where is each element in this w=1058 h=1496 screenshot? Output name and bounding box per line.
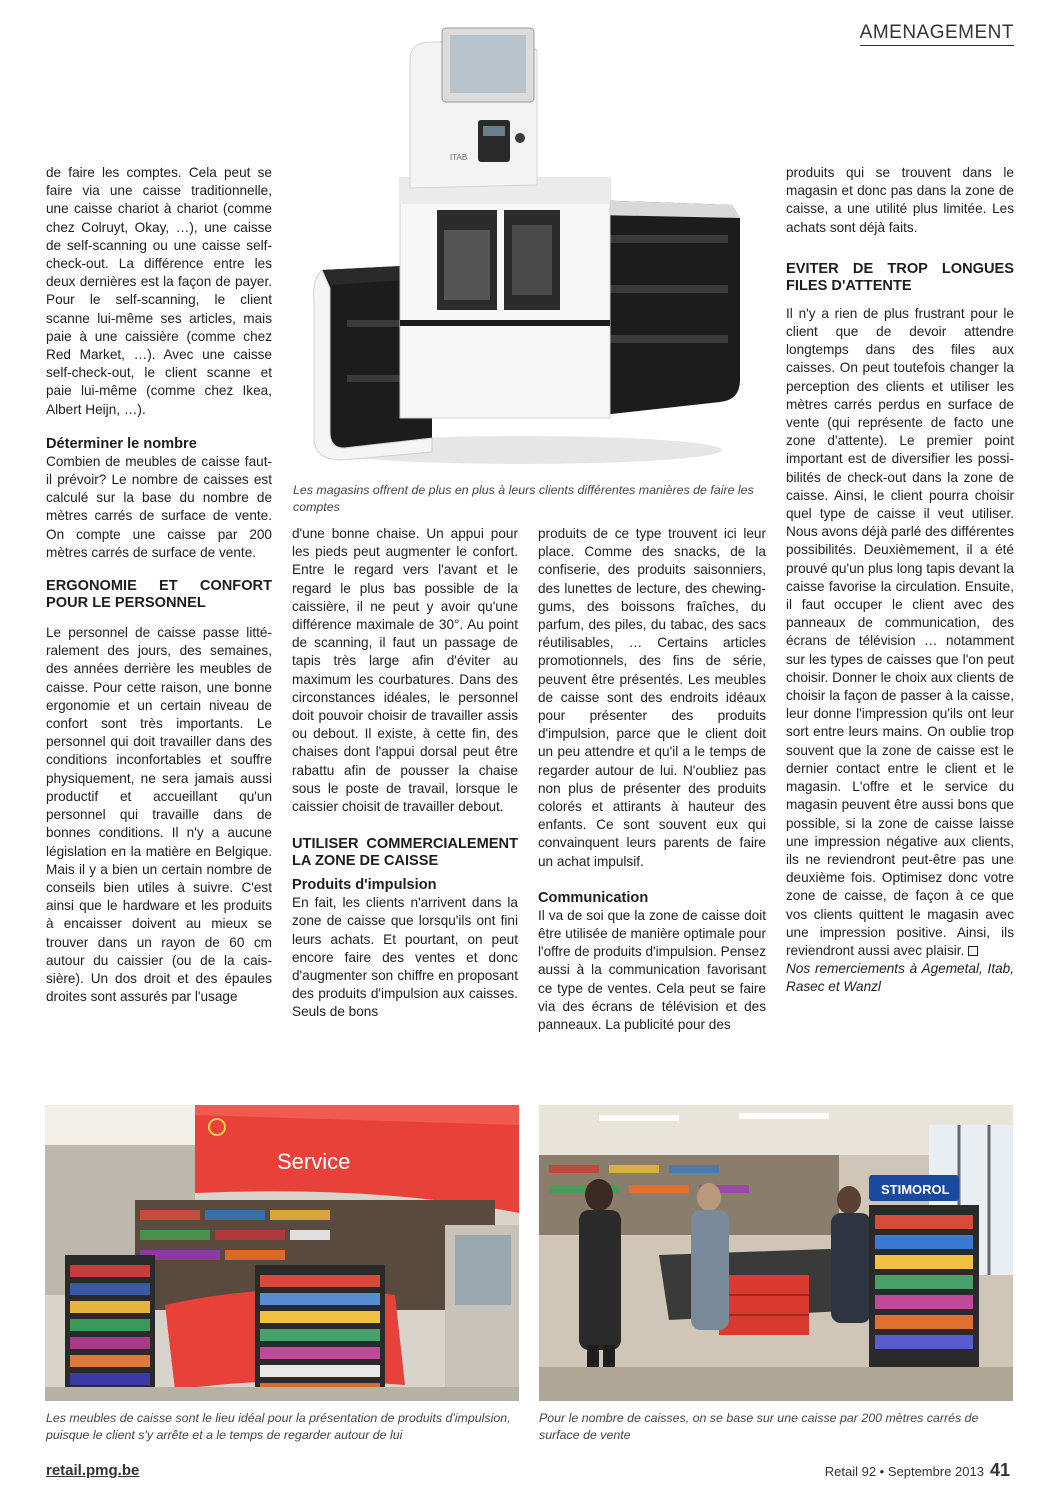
page-number: 41 bbox=[989, 1460, 1010, 1480]
col2-paragraph-1: d'une bonne chaise. Un appui pour les pieds peut augmenter le confort. Entre le regard vers l'avant et le regard le plus bas possible de la caissière, il ne peut y avoir qu'une différence maximale de 30°. Au point de scanning, il faut un passage de tapis très large afin d'éviter au maximum les courbatures. Dans des circonstances idéales, le personnel doit pouvoir choisir de travailler assis ou debout. Il existe, à cette fin, des chaises dont l'appui dorsal peut être rabattu afin de pousser la chaise sous le poste de travail, lorsque le caissier choisit de travailler debout. bbox=[292, 526, 518, 815]
column-1 bbox=[46, 164, 272, 1006]
column-4 bbox=[786, 164, 1014, 997]
heading-eviter-files: EVITER DE TROP LONGUES FILES D'ATTENTE bbox=[786, 260, 1014, 294]
stimorol-sign-text: STIMOROL bbox=[881, 1182, 950, 1197]
bottom-right-caption: Pour le nombre de caisses, on se base sur une caisse par 200 mètres carrés de surface de vente bbox=[539, 1411, 979, 1442]
column-2 bbox=[292, 525, 518, 1022]
col3-paragraph-2: Il va de soi que la zone de caisse doit être utilisée de manière optimale pour l'offre de produits d'impulsion. Pensez aussi à la communication favorisant ce type de ventes. Cela peut se faire via des écrans de télévision et des panneaux. La publicité pour des bbox=[538, 907, 766, 1033]
thanks-note: Nos remerciements à Agemetal, Itab, Rasec et Wanzl bbox=[786, 961, 1014, 995]
bottom-left-caption: Les meubles de caisse sont le lieu idéal pour la présentation de produits d'impulsion, puisque le client s'y arrête et a le temps de regarder autour de lui bbox=[46, 1411, 511, 1442]
column-3 bbox=[538, 525, 766, 1034]
heading-produits-impulsion: Produits d'impulsion bbox=[292, 877, 437, 894]
col1-paragraph-3: Le personnel de caisse passe littéralement des jours, des semaines, des années derrière les meubles de caisse. Pour cette raison, une bonne ergonomie et un certain niveau de confort sont très importants. Le personnel qui doit travailler dans des conditions inconfortables et souffre physiquement, ne sera jamais aussi productif et accueillant qu'un personnel qui travaille dans de bonnes conditions. Il n'y a aucune législation en la matière en Belgique. Mais il y a bien un certain nombre de conseils bien utiles à suivre. C'est ainsi que le hardware et les produits à encaisser doivent au mieux se trouver dans un rayon de 60 cm autour du caissier (ou de la caissière). Un dos droit et des épaules droites sont assurés par l'usage bbox=[46, 625, 272, 1005]
heading-ergonomie: ERGONOMIE ET CONFORT POUR LE PERSONNEL bbox=[46, 578, 272, 612]
section-label: AMENAGEMENT bbox=[860, 22, 1014, 46]
site-url-link[interactable]: retail.pmg.be bbox=[46, 1462, 140, 1479]
brand-label: ITAB bbox=[450, 153, 468, 162]
checkout-counter-image bbox=[292, 20, 770, 475]
col1-paragraph-2: Combien de meubles de caisse faut-il prévoir? Le nombre de caisses est calculé sur la base du nombre de mètres carrés de surface de vente. On compte une caisse par 200 mètres carrés de surface de vente. bbox=[46, 453, 272, 560]
col4-paragraph-2: Il n'y a rien de plus frustrant pour le client que de devoir attendre longtemps dans des files aux caisses. On peut toutefois changer la perception des clients et utiliser les mètres carrés perdus en surface de vente (qui représente de facto une zone d'attente). Le premier point important est de diversifier les possibilités de check-out dans la zone de caisse. Ainsi, le client pourra choisir quel type de caisse il veut utiliser. Nous avons déjà parlé des différentes possibilités. Deuxièmement, il a été prouvé qu'un plus long tapis devant la caisse favorise la circulation. Ensuite, il faut occuper le client avec des panneaux de communication, des écrans de télévision … notamment sur les types de caisses que l'on peut choisir. Donner le choix aux clients de choisir la façon de passer à la caisse, leur donne l'impression qu'ils ont leur sort entre leurs mains. On oublie trop souvent que la zone de caisse est le dernier contact entre le client et le magasin. L'offre et le service du magasin peuvent être aussi bons que possible, si la zone de caisse laisse une impression négative aux clients, ils ne reviendront peut-être pas une deuxième fois. Optimisez donc votre zone de caisse, de façon à ce que vos clients quittent le magasin avec une impression positive. Ainsi, ils reviendront aussi avec plaisir. bbox=[786, 305, 1014, 958]
end-mark-icon bbox=[968, 946, 978, 956]
col1-paragraph-1: de faire les comptes. Cela peut se faire via une caisse traditionnelle, une caisse chariot à chariot (comme chez Colruyt, Okay, …), une caisse de self-scanning ou une caisse self-check-out. La différence entre les deux dernières est la façon de payer. Pour le self-scanning, le client scanne lui-même ses articles, mais paie à une caissière (comme chez Red Market, …). Avec une caisse self-check-out, le client scanne et paie lui-même (comme chez Ikea, Albert Heijn, …). bbox=[46, 165, 272, 417]
service-counter-illustration bbox=[45, 1105, 519, 1401]
checkout-queue-illustration bbox=[539, 1105, 1013, 1401]
issue-info: Retail 92 • Septembre 2013 bbox=[824, 1464, 984, 1479]
heading-communication: Communication bbox=[538, 889, 649, 906]
checkout-counter-illustration bbox=[292, 20, 770, 475]
page-footer bbox=[825, 1460, 1010, 1481]
col3-paragraph-1: produits de ce type trouvent ici leur place. Comme des snacks, de la confiserie, des produits saisonniers, des lunettes de lecture, des chewing-gums, des boissons fraîches, du parfum, des piles, du tabac, des sacs réutilisables, … Certains articles promotionnels, des fins de série, peuvent être présentés. Les meubles de caisse sont des endroits idéaux pour présenter des produits d'impulsion, parce que le client doit un peu attendre et qu'il a le temps de regarder autour de lui. N'oubliez pas non plus de présenter des produits colorés et attirants à hauteur des enfants. Ce sont souvent eux qui convainquent leurs parents de faire un achat impulsif. bbox=[538, 526, 766, 869]
col4-paragraph-1: produits qui se trouvent dans le magasin et donc pas dans la zone de caisse, a une utilité plus limitée. Les achats sont déjà faits. bbox=[786, 165, 1014, 235]
heading-utiliser-commercialement: UTILISER COMMERCIALEMENT LA ZONE DE CAISSE bbox=[292, 836, 518, 870]
col2-paragraph-2: En fait, les clients n'arrivent dans la zone de caisse que lorsqu'ils ont fini leurs achats. Et pourtant, on peut encore faire des ventes et donc d'augmenter son chiffre en proposant des produits d'impulsion aux caisses. Seuls de bons bbox=[292, 895, 518, 1020]
top-image-caption: Les magasins offrent de plus en plus à leurs clients différentes manières de faire les comptes bbox=[293, 483, 754, 514]
service-counter-photo bbox=[45, 1105, 519, 1401]
heading-determiner-nombre: Déterminer le nombre bbox=[46, 435, 197, 452]
service-sign-text: Service bbox=[277, 1149, 351, 1174]
checkout-queue-photo bbox=[539, 1105, 1013, 1401]
